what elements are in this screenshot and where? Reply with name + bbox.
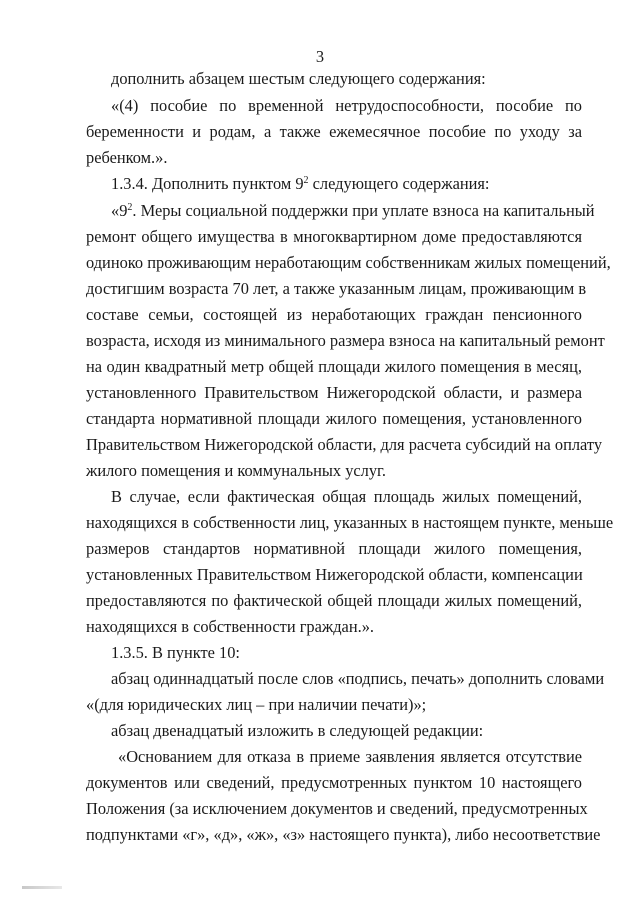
text-line: одиноко проживающим неработающим собственникам жилых помещений, — [86, 253, 611, 272]
text-line: абзац двенадцатый изложить в следующей редакции: — [111, 721, 484, 740]
text-line: жилого помещения и коммунальных услуг. — [86, 461, 387, 480]
text-line: дополнить абзацем шестым следующего содержания: — [111, 69, 486, 88]
text-line: находящихся в собственности лиц, указанных в настоящем пункте, меньше — [86, 513, 614, 532]
text-line: «(для юридических лиц – при наличии печати)»; — [86, 695, 427, 714]
text-line: установленного Правительством Нижегородской области, и размера — [86, 383, 582, 402]
superscript: 2 — [303, 175, 309, 186]
text-line: «$9^2$. Меры социальной поддержки при уплате взноса на капитальный — [111, 201, 595, 220]
text-line: достигшим возраста 70 лет, а также указанным лицам, проживающим в — [86, 279, 587, 298]
text-line: установленных Правительством Нижегородской области, компенсации — [86, 565, 583, 584]
text-line: на один квадратный метр общей площади жилого помещения в месяц, — [86, 357, 582, 376]
text-line: составе семьи, состоящей из неработающих граждан пенсионного — [86, 305, 582, 324]
superscript: 2 — [127, 202, 133, 213]
text-line: беременности и родам, а также ежемесячное пособие по уходу за — [86, 122, 582, 141]
page-number: 3 — [315, 47, 325, 66]
text-line: размеров стандартов нормативной площади жилого помещения, — [86, 539, 582, 558]
scan-mark — [22, 886, 62, 889]
text-line: 1.3.4. Дополнить пунктом $9^2$ следующего содержания: — [111, 174, 490, 193]
text-line: предоставляются по фактической общей площади жилых помещений, — [86, 591, 582, 610]
text-line: 1.3.5. В пункте 10: — [111, 643, 240, 662]
text-line: «Основанием для отказа в приеме заявления является отсутствие — [118, 747, 582, 766]
text-line: ребенком.». — [86, 148, 168, 167]
text-line: находящихся в собственности граждан.». — [86, 617, 374, 636]
text-line: «(4) пособие по временной нетрудоспособности, пособие по — [111, 96, 582, 115]
text-line: абзац одиннадцатый после слов «подпись, печать» дополнить словами — [111, 669, 605, 688]
text-line: подпунктами «г», «д», «ж», «з» настоящего пункта), либо несоответствие — [86, 825, 601, 844]
text-line: ремонт общего имущества в многоквартирном доме предоставляются — [86, 227, 582, 246]
text-line: возраста, исходя из минимального размера взноса на капитальный ремонт — [86, 331, 605, 350]
text-line: стандарта нормативной площади жилого помещения, установленного — [86, 409, 582, 428]
text-line: документов или сведений, предусмотренных пунктом 10 настоящего — [86, 773, 582, 792]
text-line: Положения (за исключением документов и сведений, предусмотренных — [86, 799, 588, 818]
text-line: Правительством Нижегородской области, для расчета субсидий на оплату — [86, 435, 603, 454]
text-line: В случае, если фактическая общая площадь жилых помещений, — [111, 487, 582, 506]
